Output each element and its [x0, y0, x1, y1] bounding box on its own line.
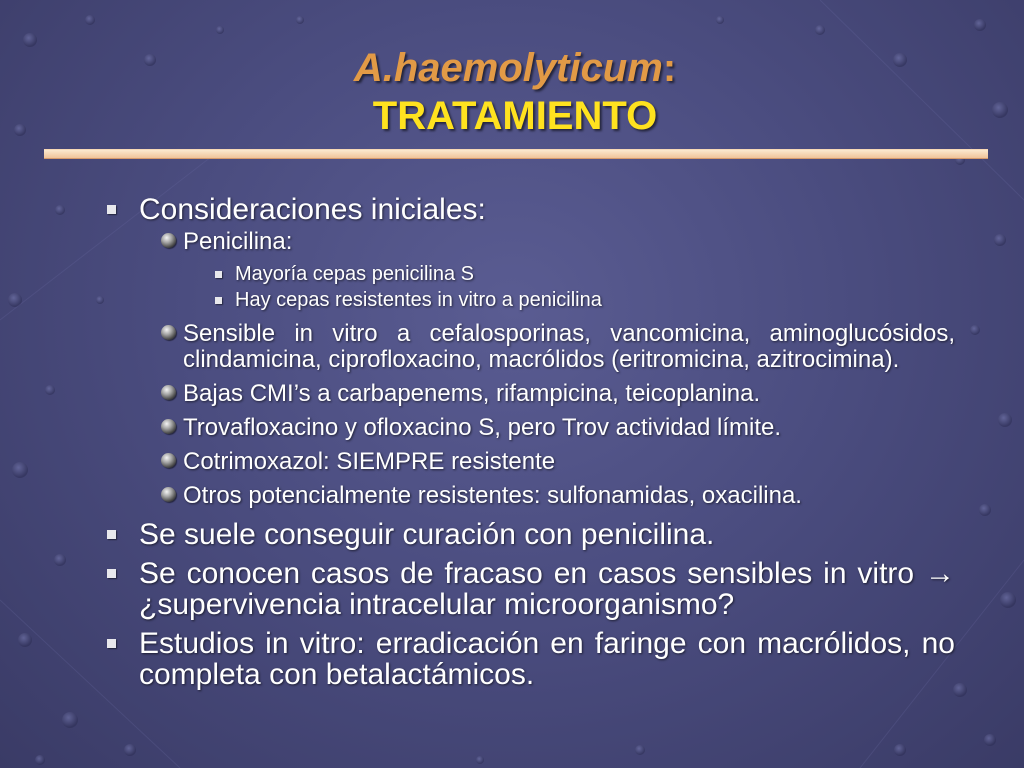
- sphere-bullet-icon: [161, 385, 176, 400]
- square-bullet-icon: [107, 530, 116, 539]
- sub-bullet-text: Cotrimoxazol: SIEMPRE resistente: [183, 448, 556, 475]
- sub-sub-bullet-mayoria: [235, 261, 955, 287]
- square-bullet-icon: [107, 205, 116, 214]
- title-line-2: TRATAMIENTO: [372, 94, 658, 138]
- sub-bullet-trovafloxacino: [183, 415, 955, 441]
- title-line-1: [40, 44, 990, 92]
- sub-bullet-otros: [183, 483, 955, 509]
- sub-bullet-cotrimoxazol: [183, 449, 955, 475]
- bullet-estudios: [103, 628, 955, 690]
- sub-bullet-cmi: [183, 381, 955, 407]
- sub-bullet-text: Otros potencialmente resistentes: sulfonamidas, oxacilina.: [183, 482, 802, 509]
- sub-sub-bullet-text: Hay cepas resistentes in vitro a penicilina: [235, 289, 602, 311]
- sub-bullet-sensible: [183, 321, 955, 373]
- sphere-bullet-icon: [161, 233, 176, 248]
- square-bullet-icon: [107, 639, 116, 648]
- sub-sub-bullet-text: Mayoría cepas penicilina S: [235, 263, 475, 285]
- square-bullet-icon: [107, 569, 116, 578]
- sphere-bullet-icon: [161, 419, 176, 434]
- sphere-bullet-icon: [161, 453, 176, 468]
- bullet-curacion: [103, 519, 955, 550]
- sub-sub-bullet-resistentes: [235, 287, 955, 313]
- sub-bullet-text: Sensible in vitro a cefalosporinas, vancomicina, aminoglucósidos, clindamicina, ciprofloxacino, macrólidos (eritromicina, azitrocimina).: [183, 320, 955, 373]
- bullet-text: Estudios in vitro: erradicación en faringe con macrólidos, no completa con betalactámicos.: [139, 627, 955, 691]
- sub-bullet-text: Bajas CMI’s a carbapenems, rifampicina, teicoplanina.: [183, 380, 761, 407]
- slide-title: [40, 44, 990, 140]
- slide-body: [103, 194, 955, 690]
- bullet-text: Consideraciones iniciales:: [139, 193, 486, 226]
- small-square-bullet-icon: [215, 297, 222, 304]
- bullet-consideraciones: [103, 194, 955, 225]
- sub-bullet-penicilina: [183, 229, 955, 255]
- organism-name: A.haemolyticum: [353, 46, 663, 90]
- bullet-text: Se conocen casos de fracaso en casos sensibles in vitro → ¿supervivencia intracelular microorganismo?: [139, 557, 955, 621]
- sphere-bullet-icon: [161, 325, 176, 340]
- bullet-fracaso: [103, 558, 955, 620]
- sub-bullet-text: Trovafloxacino y ofloxacino S, pero Trov actividad límite.: [183, 414, 782, 441]
- title-colon: :: [662, 46, 677, 90]
- bullet-text: Se suele conseguir curación con penicilina.: [139, 518, 715, 551]
- small-square-bullet-icon: [215, 271, 222, 278]
- sphere-bullet-icon: [161, 487, 176, 502]
- sub-bullet-text: Penicilina:: [183, 228, 293, 255]
- title-divider: [44, 149, 988, 159]
